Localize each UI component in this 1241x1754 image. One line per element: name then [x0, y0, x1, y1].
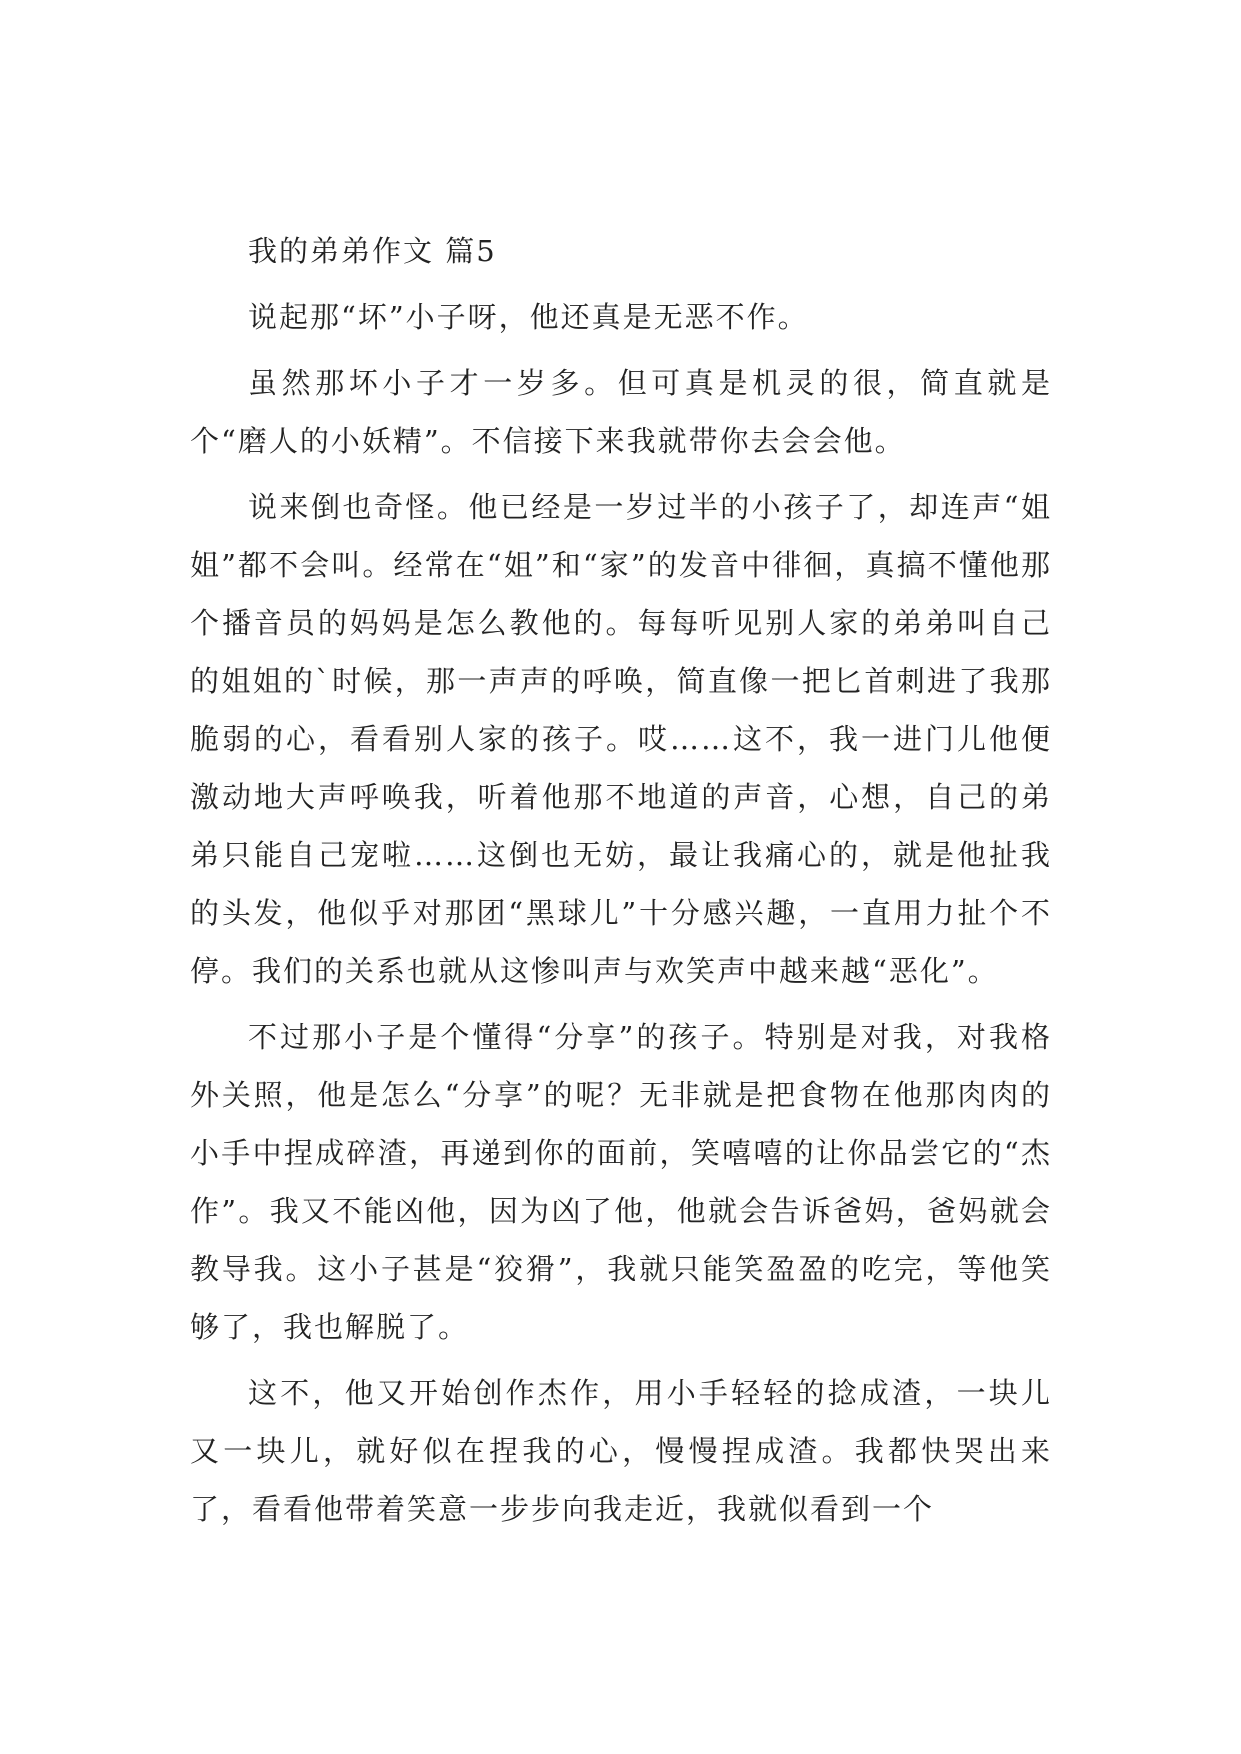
essay-title: 我的弟弟作文 篇5: [248, 234, 497, 268]
paragraph-3: 说来倒也奇怪。他已经是一岁过半的小孩子了，却连声“姐姐”都不会叫。经常在“姐”和“家”的发音中徘徊，真搞不懂他那个播音员的妈妈是怎么教他的。每每听见别人家的弟弟叫自己的姐姐的`时候，那一声声的呼唤，简直像一把匕首刺进了我那脆弱的心，看看别人家的孩子。哎……这不，我一进门儿他便激动地大声呼唤我，听着他那不地道的声音，心想，自己的弟弟只能自己宠啦……这倒也无妨，最让我痛心的，就是他扯我的头发，他似乎对那团“黑球儿”十分感兴趣，一直用力扯个不停。我们的关系也就从这惨叫声与欢笑声中越来越“恶化”。: [190, 490, 1052, 988]
document-body: [190, 222, 1052, 1546]
paragraph-2: 虽然那坏小子才一岁多。但可真是机灵的很，简直就是个“磨人的小妖精”。不信接下来我就带你去会会他。: [190, 366, 1052, 458]
paragraph-1: 说起那“坏”小子呀，他还真是无恶不作。: [248, 300, 809, 334]
paragraph-4: 不过那小子是个懂得“分享”的孩子。特别是对我，对我格外关照，他是怎么“分享”的呢？无非就是把食物在他那肉肉的小手中捏成碎渣，再递到你的面前，笑嘻嘻的让你品尝它的“杰作”。我又不能凶他，因为凶了他，他就会告诉爸妈，爸妈就会教导我。这小子甚是“狡猾”，我就只能笑盈盈的吃完，等他笑够了，我也解脱了。: [190, 1020, 1052, 1344]
paragraph-5: 这不，他又开始创作杰作，用小手轻轻的捻成渣，一块儿又一块儿，就好似在捏我的心，慢慢捏成渣。我都快哭出来了，看看他带着笑意一步步向我走近，我就似看到一个: [190, 1376, 1052, 1526]
